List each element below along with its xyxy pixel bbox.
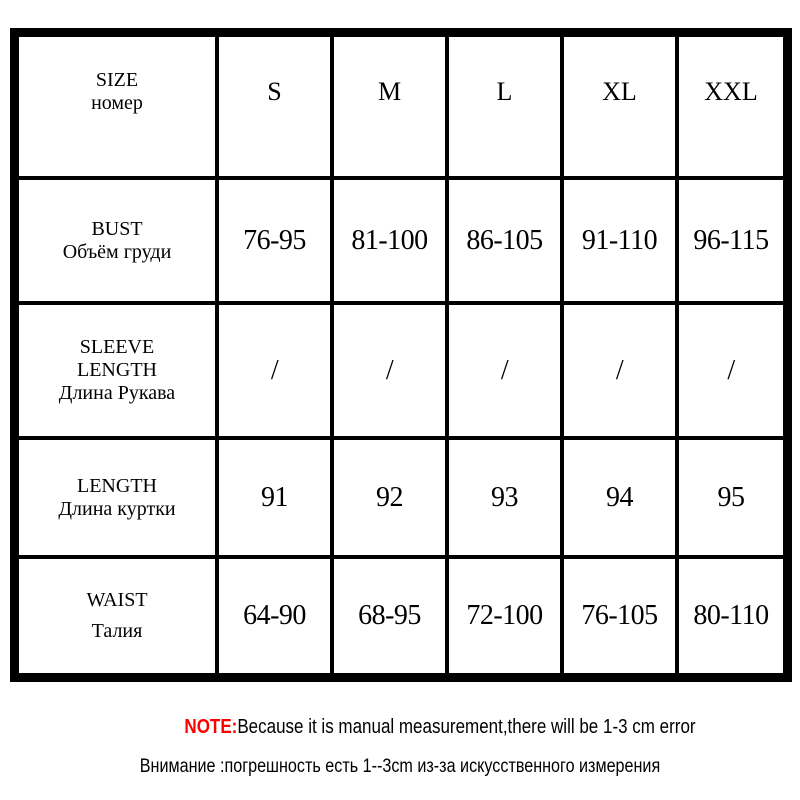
length-label-ru: Длина куртки	[58, 497, 176, 520]
sleeve-label-cell	[19, 305, 215, 436]
sleeve-label-ru: Длина Рукава	[58, 382, 176, 404]
sleeve-label-en: SLEEVE LENGTH	[77, 336, 157, 381]
bust-value: 96-115	[679, 180, 783, 301]
waist-label-en: WAIST	[86, 589, 148, 611]
note-text-en: Because it is manual measurement,there will be 1-3 cm error	[237, 716, 696, 738]
length-value: 95	[679, 440, 783, 555]
waist-value: 64-90	[219, 559, 330, 673]
size-xxl: XXL	[679, 37, 783, 176]
size-l: L	[449, 37, 560, 176]
size-label-ru: номер	[91, 91, 143, 114]
waist-value: 68-95	[334, 559, 445, 673]
length-value: 94	[564, 440, 675, 555]
bust-label-en: BUST	[91, 217, 143, 240]
size-header-cell	[19, 37, 215, 176]
size-chart-table	[10, 28, 792, 682]
bust-label-cell	[19, 180, 215, 301]
length-label-en: LENGTH	[77, 474, 157, 497]
length-value: 92	[334, 440, 445, 555]
bust-value: 86-105	[449, 180, 560, 301]
waist-label-ru: Талия	[91, 620, 143, 642]
bust-label-ru: Объём груди	[62, 240, 172, 263]
sleeve-value: /	[219, 305, 330, 436]
waist-value: 76-105	[564, 559, 675, 673]
sleeve-value: /	[564, 305, 675, 436]
bust-value: 76-95	[219, 180, 330, 301]
note-russian: Внимание :погрешность есть 1--3cm из-за искусственного измерения	[139, 756, 661, 777]
note-english	[100, 716, 780, 739]
size-xl: XL	[564, 37, 675, 176]
note-label: NOTE:	[184, 716, 238, 738]
length-value: 91	[219, 440, 330, 555]
length-label-cell	[19, 440, 215, 555]
sleeve-value: /	[334, 305, 445, 436]
waist-label-cell	[19, 559, 215, 673]
bust-value: 91-110	[564, 180, 675, 301]
size-s: S	[219, 37, 330, 176]
bust-value: 81-100	[334, 180, 445, 301]
size-m: M	[334, 37, 445, 176]
waist-value: 72-100	[449, 559, 560, 673]
sleeve-value: /	[449, 305, 560, 436]
size-label-en: SIZE	[95, 68, 139, 91]
waist-value: 80-110	[679, 559, 783, 673]
sleeve-value: /	[679, 305, 783, 436]
length-value: 93	[449, 440, 560, 555]
